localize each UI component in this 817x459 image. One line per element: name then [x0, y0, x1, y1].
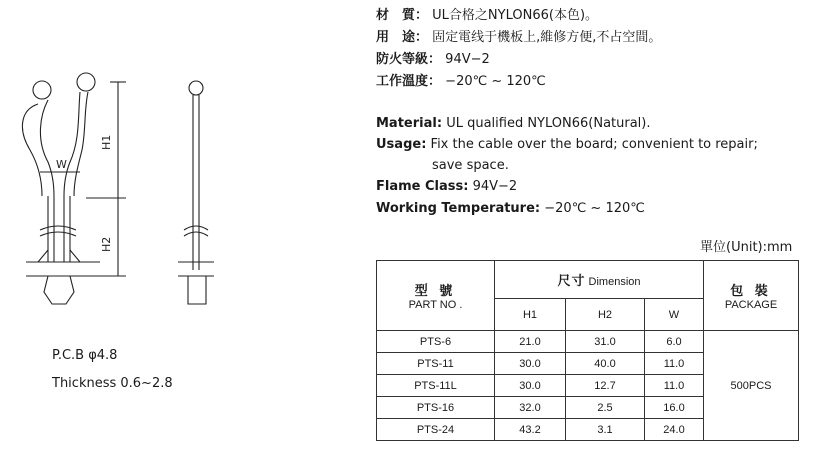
cell-h2: 3.1 — [566, 419, 645, 441]
cell-part: PTS-24 — [377, 419, 495, 441]
spec-en-label: Flame Class: — [376, 179, 469, 194]
spec-zh-flame: 防火等級： 94V−2 — [376, 50, 490, 70]
header-package — [704, 261, 799, 331]
header-dimension — [495, 261, 704, 299]
side-view-anchor — [188, 276, 206, 304]
clip-technical-drawing — [0, 60, 260, 340]
spec-zh-value: 固定電线于機板上,維修方便,不占空間。 — [432, 30, 662, 45]
cell-w: 6.0 — [645, 331, 704, 353]
pcb-hole-size: P.C.B φ4.8 — [52, 348, 118, 363]
col-h2: H2 — [566, 299, 645, 331]
cell-package: 500PCS — [704, 331, 799, 441]
cell-h1: 21.0 — [495, 331, 566, 353]
cell-w: 24.0 — [645, 419, 704, 441]
header-part — [377, 261, 495, 331]
cell-h2: 12.7 — [566, 375, 645, 397]
spec-zh-temperature: 工作溫度： −20℃ ~ 120℃ — [376, 72, 546, 92]
cell-h1: 30.0 — [495, 375, 566, 397]
header-dimension-en: Dimension — [588, 276, 641, 288]
spec-zh-value: −20℃ ~ 120℃ — [445, 74, 546, 89]
col-h1: H1 — [495, 299, 566, 331]
cell-w: 11.0 — [645, 375, 704, 397]
spec-en-temperature — [376, 199, 645, 219]
spec-en-material — [376, 114, 651, 134]
cell-h2: 31.0 — [566, 331, 645, 353]
table-row — [377, 331, 799, 353]
spec-zh-usage: 用 途： 固定電线于機板上,維修方便,不占空間。 — [376, 28, 661, 48]
spec-en-label: Working Temperature: — [376, 201, 541, 216]
spec-en-value: UL qualified NYLON66(Natural). — [446, 116, 651, 131]
spec-en-value: −20℃ ~ 120℃ — [544, 201, 645, 216]
front-view-right-knob — [77, 73, 95, 91]
front-view-anchor — [44, 276, 74, 304]
unit-note: 單位(Unit):mm — [700, 240, 793, 255]
label-w: W — [56, 158, 67, 171]
parts-table — [376, 260, 799, 441]
spec-en-label: Usage: — [376, 137, 427, 152]
pcb-thickness: Thickness 0.6~2.8 — [52, 376, 173, 391]
spec-zh-material: 材 質： UL合格之NYLON66(本色)。 — [376, 6, 598, 26]
spec-en-flame — [376, 177, 517, 197]
cell-h2: 2.5 — [566, 397, 645, 419]
label-h1: H1 — [100, 134, 113, 150]
header-package-en: PACKAGE — [724, 299, 778, 311]
cell-part: PTS-6 — [377, 331, 495, 353]
spec-en-value: Fix the cable over the board; convenient to repair; — [430, 137, 758, 152]
spec-zh-value: UL合格之NYLON66(本色)。 — [432, 8, 599, 23]
header-part-en: PART NO . — [408, 299, 463, 311]
spec-zh-value: 94V−2 — [445, 52, 490, 67]
side-view-knob — [189, 81, 203, 95]
label-h2: H2 — [100, 236, 113, 252]
spec-en-label: Material: — [376, 116, 443, 131]
spec-zh-label: 防火等級 — [376, 52, 429, 67]
header-package-zh: 包 裝 — [730, 283, 772, 298]
spec-en-usage-cont: save space. — [432, 158, 509, 173]
front-view-left-arm — [22, 104, 42, 196]
spec-zh-label: 工作溫度 — [376, 74, 429, 89]
cell-h2: 40.0 — [566, 353, 645, 375]
cell-h1: 43.2 — [495, 419, 566, 441]
header-part-zh: 型 號 — [414, 283, 457, 298]
header-dimension-zh: 尺寸 — [557, 273, 586, 288]
cell-part: PTS-11L — [377, 375, 495, 397]
cell-part: PTS-11 — [377, 353, 495, 375]
cell-w: 11.0 — [645, 353, 704, 375]
spec-en-usage — [376, 135, 758, 155]
spec-zh-label: 材 質 — [376, 8, 416, 23]
front-view-left-knob — [33, 81, 51, 99]
col-w: W — [645, 299, 704, 331]
spec-en-value: 94V−2 — [472, 179, 518, 194]
cell-w: 16.0 — [645, 397, 704, 419]
cell-h1: 32.0 — [495, 397, 566, 419]
spec-zh-label: 用 途 — [376, 30, 416, 45]
cell-part: PTS-16 — [377, 397, 495, 419]
cell-h1: 30.0 — [495, 353, 566, 375]
